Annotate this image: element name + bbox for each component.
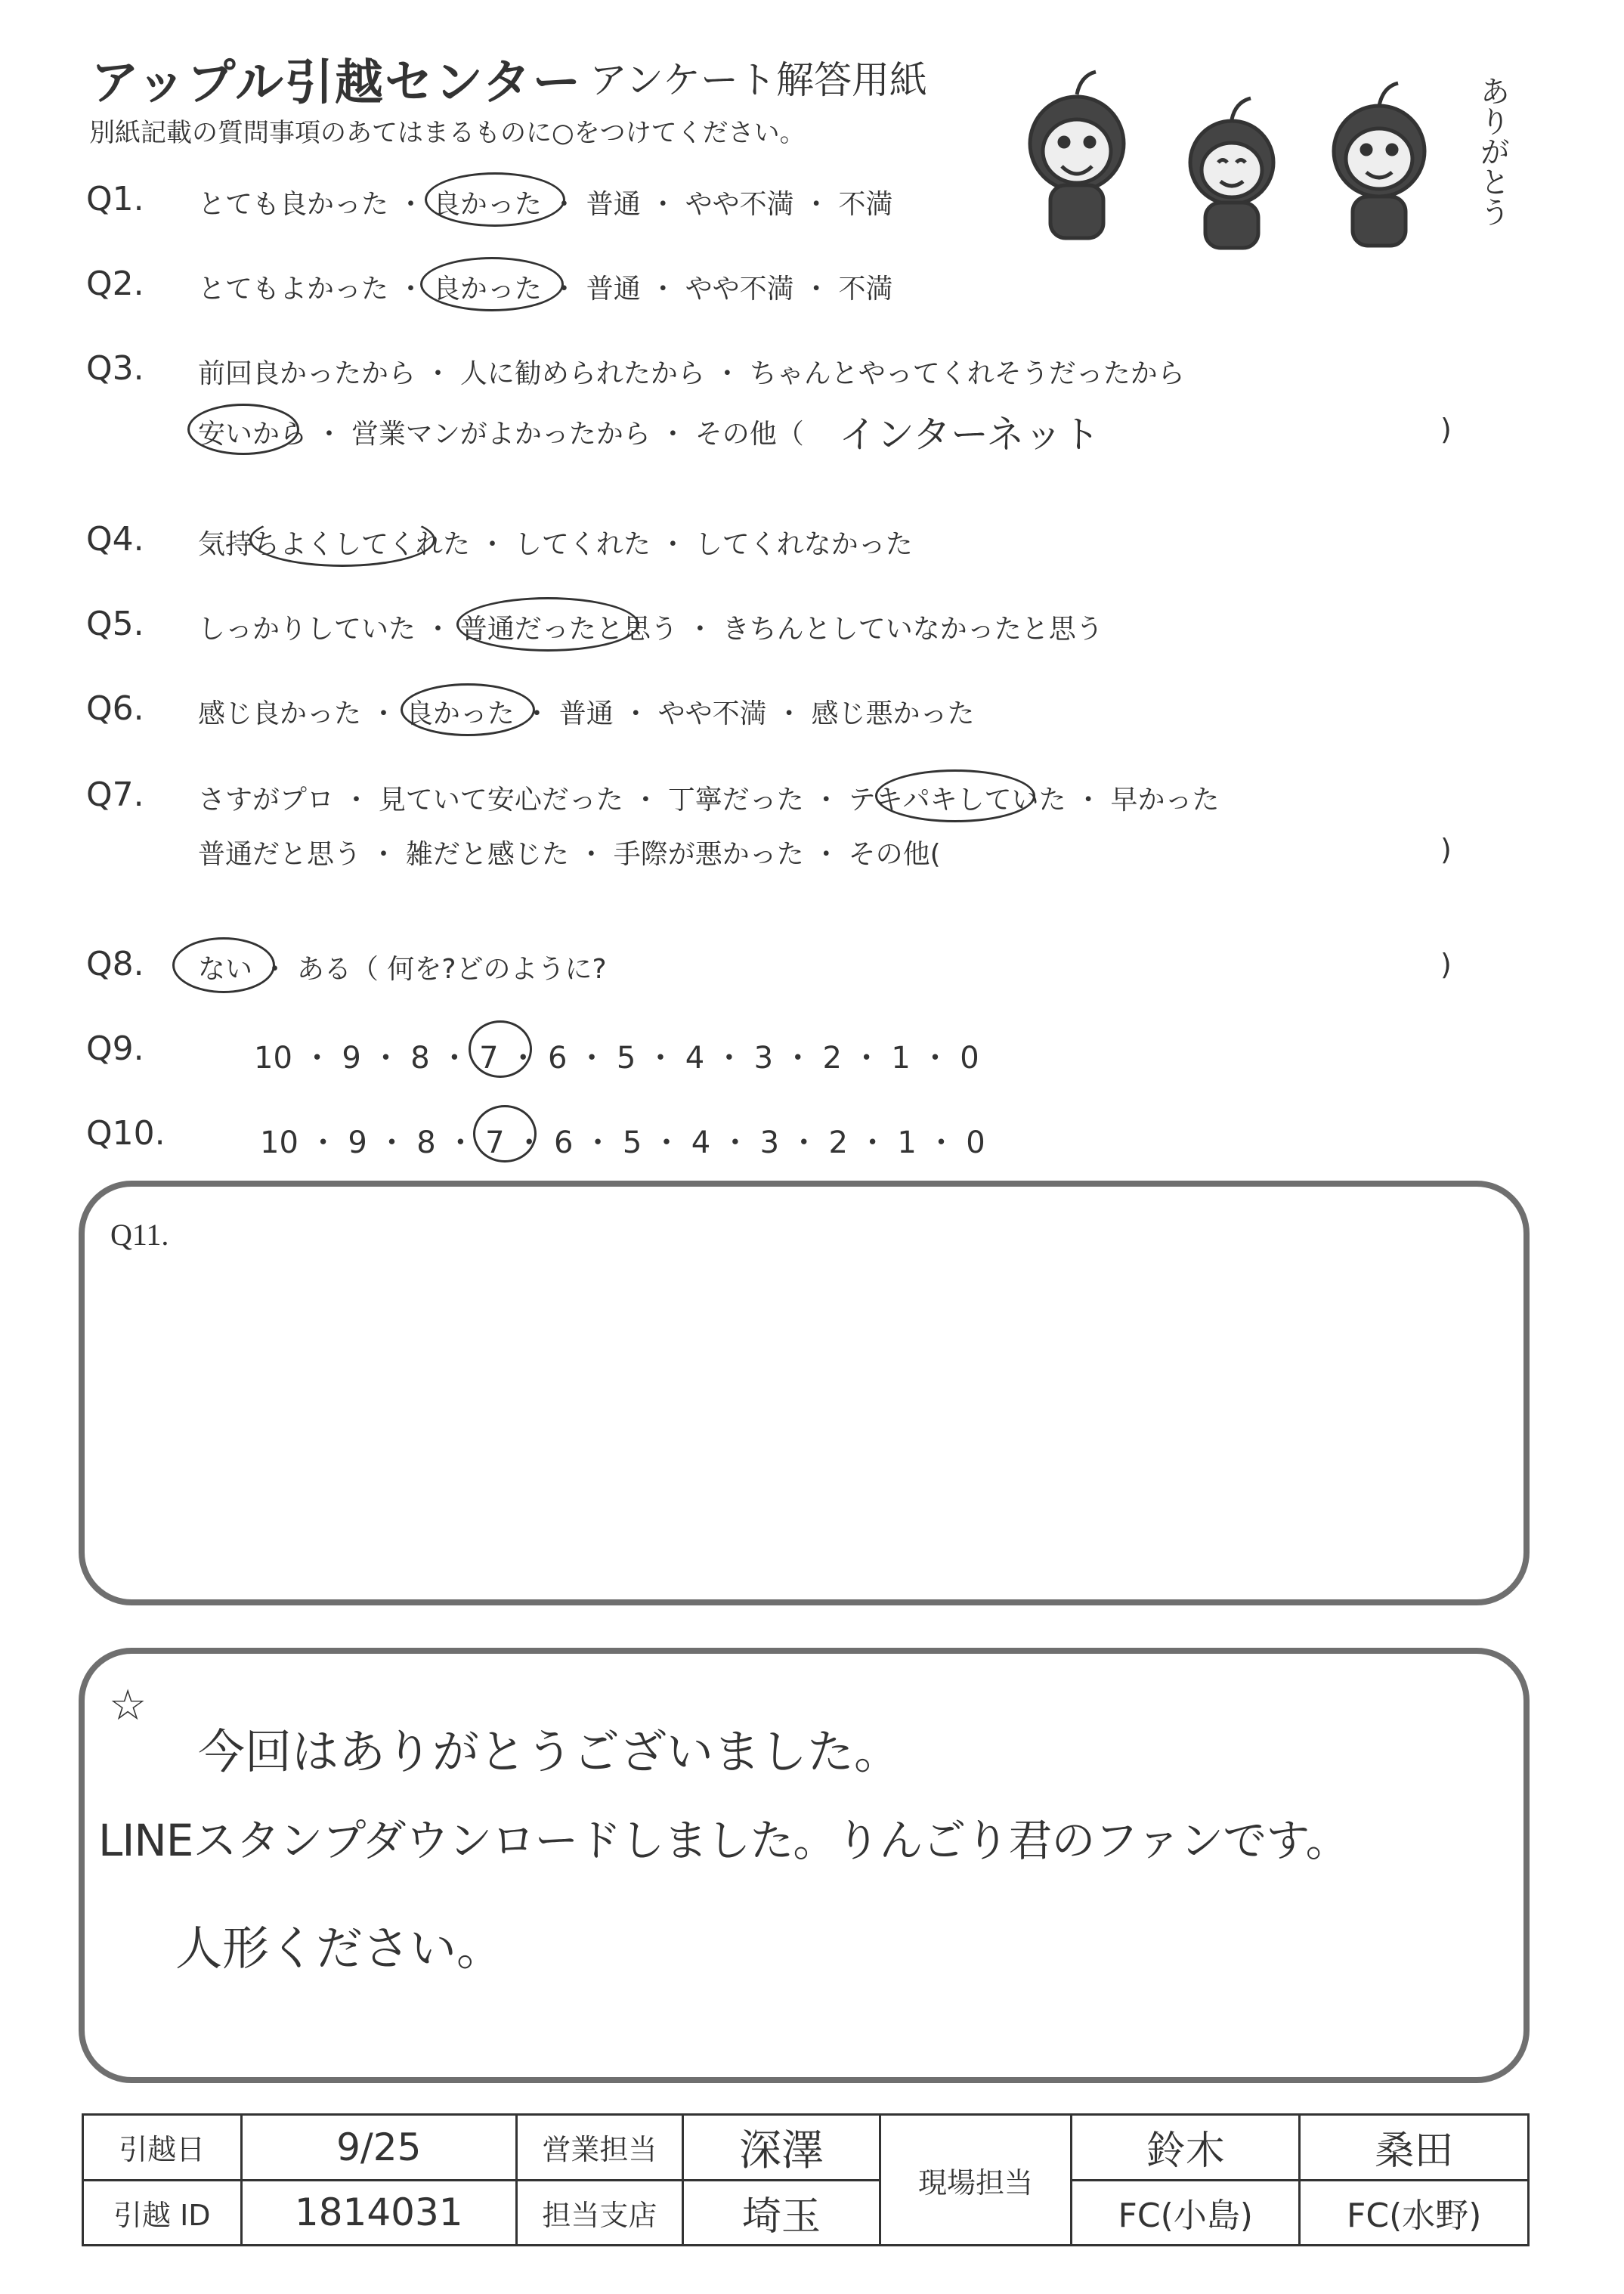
q4-label: Q4.: [86, 520, 144, 559]
q6-answer-circle: [401, 683, 535, 736]
company-name: アップル引越センター: [91, 55, 583, 111]
q10-answer-circle: [473, 1105, 537, 1162]
site-staff-1: 鈴木: [1071, 2115, 1299, 2181]
footer-info-table: [82, 2113, 1530, 2246]
q11-label: Q11.: [110, 1218, 169, 1252]
q1-label: Q1.: [86, 180, 144, 218]
q10-scale: 10 ・ 9 ・ 8 ・ 7 ・ 6 ・ 5 ・ 4 ・ 3 ・ 2 ・ 1 ・ 0: [260, 1125, 985, 1160]
q8-close-paren: ): [1440, 948, 1452, 981]
q7-label: Q7.: [86, 776, 144, 814]
site-staff-1b: FC(小島): [1071, 2180, 1299, 2246]
q3-answer-circle: [187, 404, 299, 455]
branch-value: 埼玉: [682, 2180, 880, 2246]
q5-options: しっかりしていた ・ 普通だったと思う ・ きちんとしていなかったと思う: [198, 614, 1103, 645]
q4-options: 気持ちよくしてくれた ・ してくれた ・ してくれなかった: [198, 529, 913, 560]
q5-answer-circle: [456, 597, 639, 652]
mascot-monkeys-illustration: [1005, 30, 1534, 257]
comment-line-1: 今回はありがとうございました。: [198, 1724, 902, 1779]
q10-label: Q10.: [86, 1114, 165, 1153]
move-date-label: 引越日: [83, 2115, 242, 2181]
q8-options: ない ・ ある（ 何を?どのように?: [198, 954, 607, 985]
comment-line-2: LINEスタンプダウンロードしました。りんごり君のファンです。: [98, 1815, 1349, 1866]
q3-options-2: 安いから ・ 営業マンがよかったから ・ その他（: [198, 419, 804, 450]
q9-label: Q9.: [86, 1029, 144, 1068]
sales-rep-value: 深澤: [682, 2115, 880, 2181]
q2-label: Q2.: [86, 265, 144, 303]
comment-line-3: 人形ください。: [175, 1921, 504, 1976]
q2-answer-circle: [420, 257, 564, 311]
move-date-value: 9/25: [241, 2115, 516, 2181]
q7-options-2: 普通だと思う ・ 雑だと感じた ・ 手際が悪かった ・ その他(: [198, 839, 941, 870]
q4-answer-mark: [249, 512, 435, 567]
q1-answer-circle: [425, 172, 565, 227]
q3-other-answer: インターネット: [839, 413, 1100, 457]
q9-scale: 10 ・ 9 ・ 8 ・ 7 ・ 6 ・ 5 ・ 4 ・ 3 ・ 2 ・ 1 ・ 0: [254, 1041, 979, 1076]
q7-close-paren: ): [1440, 833, 1452, 866]
site-staff-label: 現場担当: [880, 2115, 1072, 2246]
site-staff-2b: FC(水野): [1300, 2180, 1529, 2246]
comment-box: [79, 1648, 1530, 2083]
move-id-value: 1814031: [241, 2180, 516, 2246]
form-title: アンケート解答用紙: [589, 58, 927, 102]
q3-label: Q3.: [86, 349, 144, 388]
q11-box: [79, 1181, 1530, 1605]
q5-label: Q5.: [86, 605, 144, 643]
sales-rep-label: 営業担当: [516, 2115, 682, 2181]
q7-options: さすがプロ ・ 見ていて安心だった ・ 丁寧だった ・ テキパキしていた ・ 早かった: [198, 785, 1220, 816]
site-staff-2: 桑田: [1300, 2115, 1529, 2181]
q6-options: 感じ良かった ・ 良かった ・ 普通 ・ やや不満 ・ 感じ悪かった: [198, 698, 975, 729]
q7-answer-circle: [875, 769, 1035, 822]
q9-answer-circle: [469, 1020, 532, 1078]
branch-label: 担当支店: [516, 2180, 682, 2246]
q3-options: 前回良かったから ・ 人に勧められたから ・ ちゃんとやってくれそうだったから: [198, 358, 1185, 389]
q8-answer-circle: [172, 937, 275, 993]
monkey-2: [1190, 98, 1273, 248]
mascot-caption: ありがとう: [1475, 76, 1510, 227]
monkey-3: [1334, 83, 1424, 246]
q1-options: とても良かった ・ 良かった ・ 普通 ・ やや不満 ・ 不満: [198, 189, 893, 220]
monkey-1: [1030, 72, 1124, 238]
q3-close-paren: ): [1440, 413, 1452, 446]
star-icon: ☆: [109, 1681, 147, 1730]
instruction-text: 別紙記載の質問事項のあてはまるものに○をつけてください。: [89, 118, 806, 148]
q2-options: とてもよかった ・ 良かった ・ 普通 ・ やや不満 ・ 不満: [198, 274, 893, 305]
q8-label: Q8.: [86, 945, 144, 983]
move-id-label: 引越 ID: [83, 2180, 242, 2246]
q6-label: Q6.: [86, 689, 144, 728]
